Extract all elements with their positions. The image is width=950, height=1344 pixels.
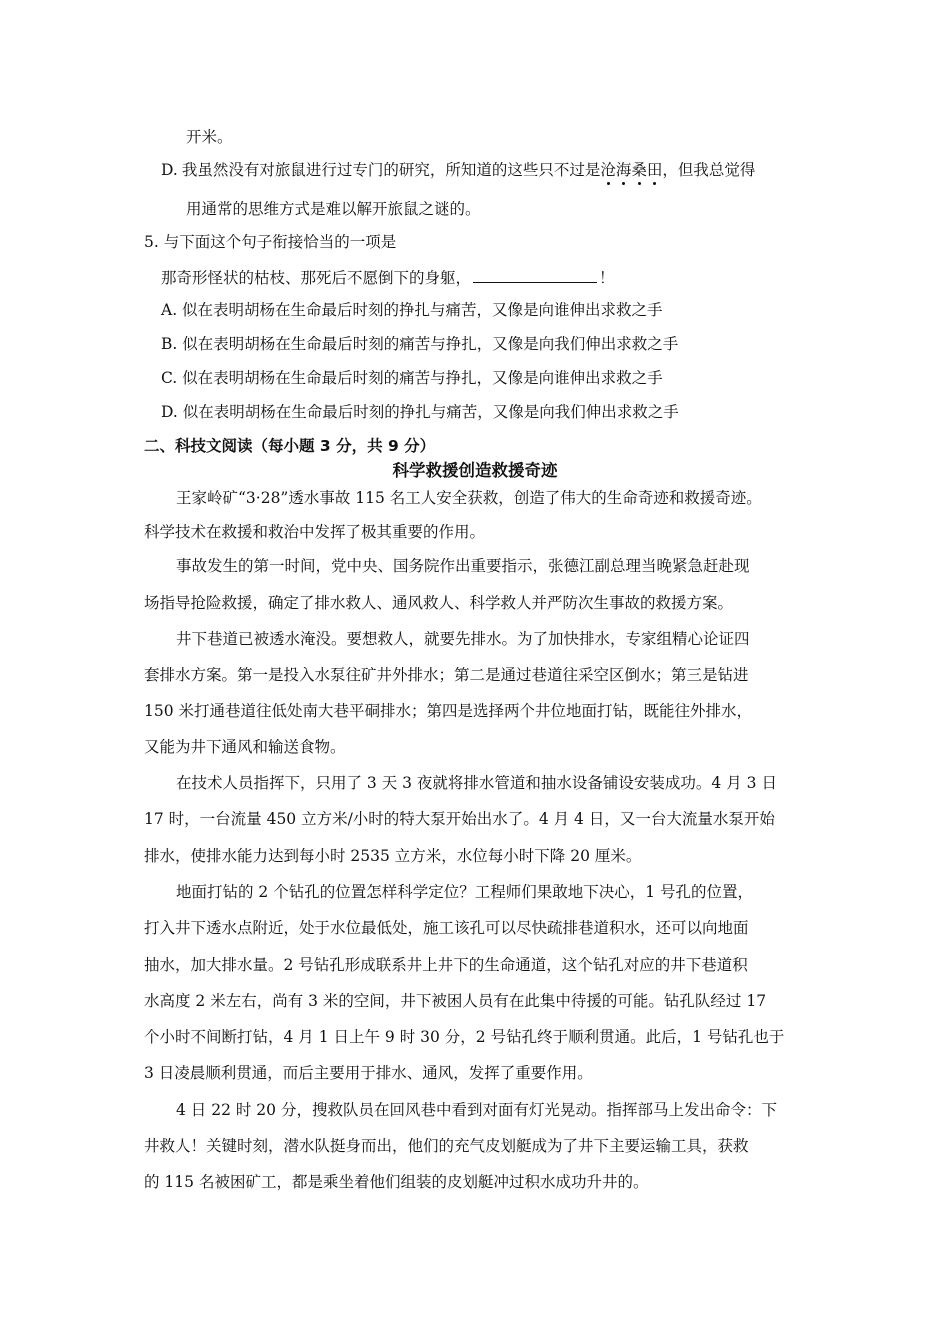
- q5-option-c: [161, 368, 663, 388]
- article-line: [144, 846, 641, 866]
- option-d-text-line2: 用通常的思维方式是难以解开旅鼠之谜的。: [186, 200, 481, 218]
- emphasis-char: 沧: [600, 161, 616, 179]
- q5-option-d: [161, 402, 679, 422]
- q4-continuation-line: [186, 127, 233, 147]
- sentence-text: 那奇形怪状的枯枝、那死后不愿倒下的身躯，: [161, 269, 472, 287]
- q5-stem: [144, 232, 396, 252]
- article-line: [144, 665, 749, 685]
- article-line-text: 又能为井下通风和输送食物。: [144, 738, 346, 756]
- article-title: [0, 461, 950, 481]
- article-line: [144, 593, 733, 613]
- article-line: [144, 1172, 648, 1192]
- article-line-text: 场指导抢险救援，确定了排水救人、通风救人、科学救人并严防次生事故的救援方案。: [144, 594, 734, 612]
- option-d-label: D.: [161, 161, 178, 179]
- q4-option-d-line2: [186, 199, 481, 219]
- article-line-text: 井救人！关键时刻，潜水队挺身而出，他们的充气皮划艇成为了井下主要运输工具，获救: [144, 1137, 749, 1155]
- article-line: [144, 1063, 593, 1083]
- continuation-text: 开米。: [186, 128, 233, 146]
- article-line-text: 事故发生的第一时间，党中央、国务院作出重要指示，张德江副总理当晚紧急赶赴现: [176, 557, 750, 575]
- article-line-text: 抽水，加大排水量。2 号钻孔形成联系井上井下的生命通道，这个钻孔对应的井下巷道积: [144, 956, 748, 974]
- article-line-text: 在技术人员指挥下，只用了 3 天 3 夜就将排水管道和抽水设备铺设安装成功。4 月 3 日: [176, 774, 777, 792]
- section-heading: [144, 436, 435, 456]
- article-line-text: 4 日 22 时 20 分，搜救队员在回风巷中看到对面有灯光晃动。指挥部马上发出命令：下: [176, 1101, 777, 1119]
- article-title-text: 科学救援创造救援奇迹: [392, 461, 558, 480]
- q5-option-b: [161, 334, 678, 354]
- option-d-text-pre: 我虽然没有对旅鼠进行过专门的研究，所知道的这些只不过是: [181, 161, 601, 179]
- q4-option-d-line1: [161, 160, 755, 180]
- option-a-text: A. 似在表明胡杨在生命最后时刻的挣扎与痛苦，又像是向谁伸出求救之手: [161, 301, 663, 319]
- article-line-text: 150 米打通巷道往低处南大巷平硐排水；第四是选择两个井位地面打钻，既能往外排水，: [144, 702, 753, 720]
- article-line: [176, 488, 762, 508]
- option-b-text: B. 似在表明胡杨在生命最后时刻的痛苦与挣扎，又像是向我们伸出求救之手: [161, 335, 679, 353]
- section-heading-text: 二、科技文阅读（每小题 3 分，共 9 分）: [144, 437, 436, 455]
- article-line: [176, 882, 753, 902]
- q5-option-a: [161, 300, 663, 320]
- article-line: [144, 1136, 749, 1156]
- article-line: [176, 1100, 777, 1120]
- article-line-text: 打入井下透水点附近，处于水位最低处，施工该孔可以尽快疏排巷道积水，还可以向地面: [144, 919, 749, 937]
- article-line-text: 个小时不间断打钻，4 月 1 日上午 9 时 30 分，2 号钻孔终于顺利贯通。此后，1 号钻孔也于: [144, 1028, 785, 1046]
- option-d-text: D. 似在表明胡杨在生命最后时刻的挣扎与痛苦，又像是向我们伸出求救之手: [161, 403, 679, 421]
- option-c-text: C. 似在表明胡杨在生命最后时刻的痛苦与挣扎，又像是向谁伸出求救之手: [161, 369, 663, 387]
- article-line-text: 水高度 2 米左右，尚有 3 米的空间，井下被困人员有在此集中待援的可能。钻孔队经过 17: [144, 992, 767, 1010]
- q5-sentence: [161, 266, 615, 288]
- article-line: [176, 556, 750, 576]
- emphasis-dot: [607, 182, 610, 185]
- option-d-text-post: ，但我总觉得: [662, 161, 756, 179]
- emphasis-char: 桑: [631, 161, 647, 179]
- article-line: [144, 522, 485, 542]
- emphasis-dot: [622, 182, 625, 185]
- article-line-text: 井下巷道已被透水淹没。要想救人，就要先排水。为了加快排水，专家组精心论证四: [176, 630, 750, 648]
- article-line: [144, 955, 748, 975]
- article-line: [144, 701, 752, 721]
- article-line-text: 王家岭矿“3·28”透水事故 115 名工人安全获救，创造了伟大的生命奇迹和救援奇迹。: [176, 489, 762, 507]
- answer-blank: [473, 266, 597, 283]
- emphasis-dot: [653, 182, 656, 185]
- emphasis-dot: [638, 182, 641, 185]
- article-line-text: 科学技术在救援和救治中发挥了极其重要的作用。: [144, 523, 486, 541]
- sentence-end: ！: [599, 269, 615, 287]
- article-line: [176, 629, 750, 649]
- emphasis-char: 海: [616, 161, 632, 179]
- article-line: [144, 809, 775, 829]
- article-line-text: 17 时，一台流量 450 立方米/小时的特大泵开始出水了。4 月 4 日，又一台大流量水泵开始: [144, 810, 775, 828]
- article-line-text: 地面打钻的 2 个钻孔的位置怎样科学定位？工程师们果敢地下决心，1 号孔的位置，: [176, 883, 754, 901]
- article-line: [144, 1027, 784, 1047]
- emphasis-char: 田: [647, 161, 663, 179]
- article-line: [144, 991, 766, 1011]
- article-line: [144, 737, 346, 757]
- article-line: [144, 918, 749, 938]
- question-stem: 5. 与下面这个句子衔接恰当的一项是: [144, 233, 397, 251]
- article-line: [176, 773, 777, 793]
- article-line-text: 3 日凌晨顺利贯通，而后主要用于排水、通风，发挥了重要作用。: [144, 1064, 593, 1082]
- article-line-text: 套排水方案。第一是投入水泵往矿井外排水；第二是通过巷道往采空区倒水；第三是钻进: [144, 666, 749, 684]
- article-line-text: 排水，使排水能力达到每小时 2535 立方米，水位每小时下降 20 厘米。: [144, 847, 642, 865]
- article-line-text: 的 115 名被困矿工，都是乘坐着他们组装的皮划艇冲过积水成功升井的。: [144, 1173, 649, 1191]
